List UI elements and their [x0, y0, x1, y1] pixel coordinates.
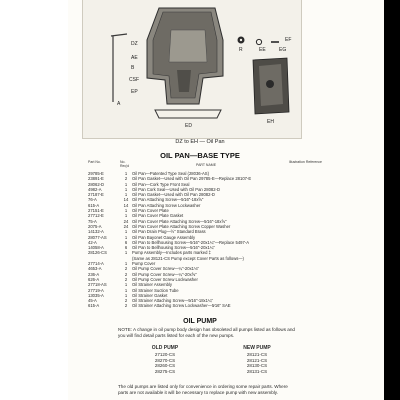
part-description: Oil Pan—Patented Type Seal (28036-AS)	[132, 171, 209, 176]
part-number: 27718-AS	[88, 282, 107, 288]
part-number: 27712-E	[88, 213, 104, 219]
oil-pan-illustration	[82, 0, 302, 139]
part-description: Oil Pan Cover Plate Attaching Screw—5⁄16"-18x⅝"	[132, 218, 227, 224]
quantity: 1	[124, 261, 128, 267]
callout-b: B	[131, 65, 135, 71]
quantity: 2	[124, 298, 128, 304]
quantity: 2	[124, 271, 128, 277]
old-pump-column	[140, 346, 190, 374]
part-description: Oil Pan Cover Plate	[132, 208, 169, 214]
new-pump-number: 28131-CS	[246, 368, 268, 374]
quantity: 1	[124, 229, 128, 235]
quantity: 1	[124, 282, 128, 288]
quantity: 2	[124, 176, 128, 182]
part-number: 4653-A	[88, 266, 102, 272]
new-pump-header: NEW PUMP	[243, 345, 271, 351]
part-number: 615-A	[88, 202, 100, 208]
quantity: 14	[123, 202, 129, 208]
quantity: 1	[124, 208, 128, 214]
oil-pump-section-title: OIL PUMP	[183, 318, 217, 325]
part-number: 45-A	[88, 298, 97, 304]
part-number: 27187-E	[88, 192, 104, 198]
quantity: 24	[123, 218, 129, 224]
oil-pan-drawing	[83, 0, 301, 138]
quantity: 2	[124, 303, 128, 309]
callout-r: R	[239, 47, 243, 53]
part-description: Oil Pan Drain Plug—½" Standard Brass	[132, 229, 206, 235]
new-pump-number: 28121-CS	[246, 357, 268, 363]
quantity: 14	[123, 197, 129, 203]
new-pump-number: 28130-CS	[246, 363, 268, 369]
part-description: Oil Pan Cover Plate Attaching Screw Copper Washer	[132, 223, 231, 229]
quantity: 6	[124, 245, 128, 251]
part-description: Oil Pan—Cork Type Front Seal	[132, 181, 190, 187]
quantity: 6	[124, 239, 128, 245]
part-description: Oil Pan Cover Plate Gasket	[132, 213, 184, 219]
quantity: 1	[124, 213, 128, 219]
part-description: Oil Strainer Assembly	[132, 282, 173, 288]
part-description: Oil Pump Cover Screw—¼"-20x1⅛"	[132, 266, 199, 272]
part-number: 28126-CS	[88, 250, 107, 256]
oil-pan-section-title: OIL PAN—BASE TYPE	[160, 151, 240, 160]
oil-pump-note: NOTE: A change in oil pump body design has obsoleted all pumps listed as follows and you will find detail parts listed for each of the new pumps.	[118, 327, 295, 338]
quantity: 1	[124, 292, 128, 298]
new-pump-column	[232, 346, 282, 374]
callout-ep: EP	[131, 89, 138, 95]
header-illustration-ref: Illustration Reference	[288, 160, 322, 164]
part-number: 28077-AS	[88, 234, 107, 240]
part-number: 23891-E	[88, 176, 104, 182]
old-pump-number: 28275-CS	[154, 368, 176, 374]
part-number: 2075-A	[88, 223, 102, 229]
page-edge-shadow	[384, 0, 400, 400]
quantity: 1	[124, 192, 128, 198]
header-part-no: Part No.	[88, 160, 101, 164]
part-description: Oil Pump Cover Screw—¼"-20x⅝"	[132, 271, 197, 277]
callout-dz: DZ	[131, 41, 138, 47]
part-description: Oil Pan Bayonet Gauge Assembly	[132, 234, 196, 240]
quantity: 2	[124, 276, 128, 282]
part-description: Oil Pan Gasket—Used with Oil Pan 28082-D	[132, 192, 215, 198]
part-description: Oil Strainer Suction Tube	[132, 287, 179, 293]
part-description: Oil Pump Cover Screw Lockwasher	[132, 276, 198, 282]
part-number: 27151-E	[88, 208, 104, 214]
part-number: 29785-E	[88, 171, 104, 176]
part-description: Oil Strainer Attaching Screw—5⁄16"-18x1¼"	[132, 298, 213, 304]
callout-csf: CSF	[129, 77, 139, 83]
part-description: (Same as 28121-CS Pump except Cover Parts as follows—)	[132, 255, 244, 261]
part-description: Oil Pan Attaching Screw—5⁄16"-18x⅝"	[132, 197, 204, 203]
new-pump-number: 28121-CS	[246, 352, 268, 358]
part-description: Oil Pan to Bellhousing Screw—5⁄16"-20x1¼"	[132, 245, 215, 251]
part-number: 27719-A	[88, 287, 104, 293]
part-number: 14132-A	[88, 229, 104, 235]
callout-eh: EH	[267, 119, 274, 125]
part-number: 236-A	[88, 271, 100, 277]
parts-row	[88, 303, 320, 308]
part-description: Oil Pan Attaching Screw Lockwasher	[132, 202, 201, 208]
part-description: Oil Pan Cork Seal—Used with Oil Pan 28082-D	[132, 186, 220, 192]
part-number: 27714-A	[88, 261, 104, 267]
quantity: 2	[124, 266, 128, 272]
quantity: 1	[124, 234, 128, 240]
part-number: 76-A	[88, 197, 97, 203]
callout-ee: EE	[259, 47, 266, 53]
part-description: Oil Strainer Attaching Screw Lockwasher—5⁄16" SAE	[132, 303, 231, 309]
quantity: 1	[124, 181, 128, 187]
quantity: 24	[123, 223, 129, 229]
callout-ef: EF	[285, 37, 292, 43]
part-description: Oil Pan Gasket—Used with Oil Pan 29785-E—Replace 28107-E	[132, 176, 252, 182]
quantity: 1	[124, 250, 128, 256]
part-description: Oil Pan to Bellhousing Screw—5⁄16"-20x1¼"—Replace 5497-A	[132, 239, 250, 245]
part-description: Pump Assembly—Includes parts marked ‡	[132, 250, 211, 256]
part-number: 42-A	[88, 239, 97, 245]
part-description: Oil Strainer Gasket	[132, 292, 168, 298]
part-number: 626-A	[88, 276, 100, 282]
callout-ae: AE	[131, 55, 138, 61]
old-pump-number: 28260-CS	[154, 363, 176, 369]
oil-pump-footnote: The old pumps are listed only for convenience in ordering some repair parts. Where parts are not available it will be necessary to replace pump with new assembly.	[118, 384, 288, 395]
callout-ed: ED	[185, 123, 192, 129]
part-number: 75-A	[88, 218, 97, 224]
part-number: 4982-A	[88, 186, 102, 192]
oil-pan-parts-list	[88, 171, 320, 309]
figure-caption: DZ to EH — Oil Pan	[175, 139, 225, 145]
part-number: 28062-D	[88, 181, 105, 187]
quantity: 1	[124, 287, 128, 293]
callout-a: A	[117, 101, 121, 107]
part-description: Pump Cover	[132, 261, 156, 267]
header-part-name: PART NAME	[196, 163, 217, 167]
old-pump-number: 28270-CS	[154, 357, 176, 363]
quantity: 1	[124, 171, 128, 176]
part-number: 615-A	[88, 303, 100, 309]
quantity: 1	[124, 186, 128, 192]
part-number: 13035-A	[88, 292, 104, 298]
header-no-reqd: No. Req'd	[120, 160, 130, 168]
part-number: 14058-A	[88, 245, 104, 251]
old-pump-number: 27120-CS	[154, 352, 176, 358]
old-pump-header: OLD PUMP	[151, 345, 179, 351]
callout-eg: EG	[279, 47, 287, 53]
